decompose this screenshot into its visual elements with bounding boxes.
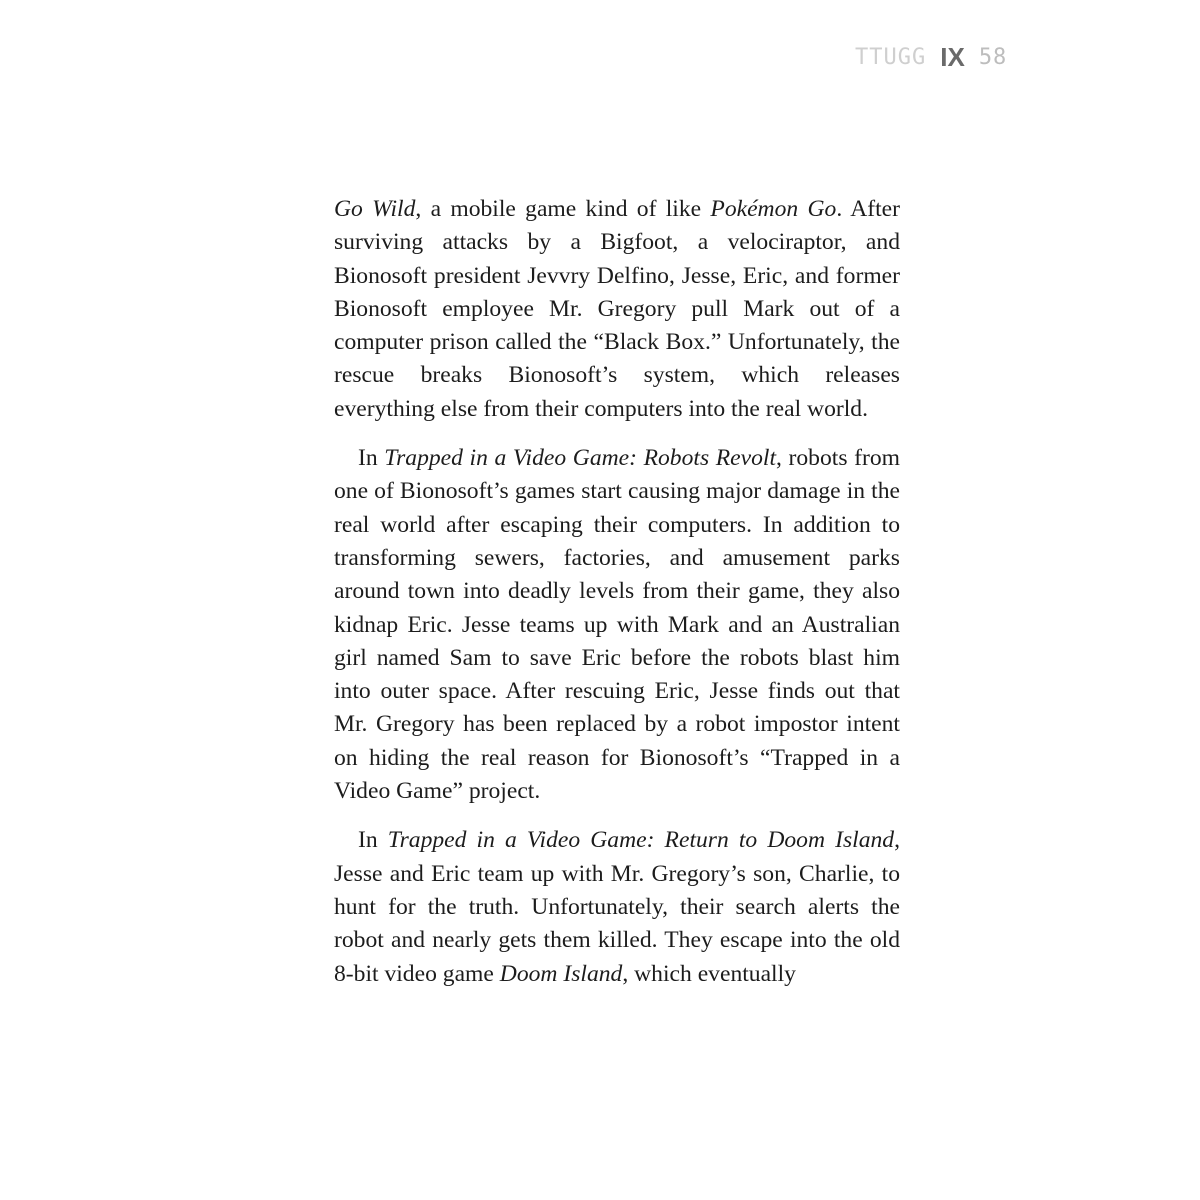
page-number: 58 xyxy=(978,44,1008,70)
paragraph-text: , which eventually xyxy=(622,960,796,987)
paragraph-3 xyxy=(334,824,900,990)
game-title-italic: Pokémon Go xyxy=(710,196,837,222)
book-title-italic: Trapped in a Video Game: Robots Revolt xyxy=(384,445,777,472)
running-head-title: TTUGG xyxy=(855,44,927,70)
paragraph-1 xyxy=(334,193,900,426)
running-head xyxy=(855,40,1008,74)
book-title-italic: Go Wild xyxy=(334,196,416,222)
paragraph-text: , robots from one of Bionosoft’s games start causing major damage in the real world after escaping their computers. In addition to transforming sewers, factories, and amusement parks around town into deadly levels from their game, they also kidnap Eric. Jesse teams up with Mark and an Australian girl named Sam to save Eric before the robots blast him into outer space. After rescuing Eric, Jesse finds out that Mr. Gregory has been replaced by a robot impostor intent on hiding the real reason for Bionosoft’s “Trapped in a Video Game” project. xyxy=(334,445,900,805)
running-head-roman-numeral: IX xyxy=(940,41,965,72)
game-title-italic: Doom Island xyxy=(499,960,623,987)
paragraph-text: In xyxy=(358,445,385,472)
paragraph-text: In xyxy=(358,827,388,854)
paragraph-2 xyxy=(334,442,900,808)
book-title-italic: Trapped in a Video Game: Return to Doom Island xyxy=(387,827,895,854)
paragraph-text: . After surviving attacks by a Bigfoot, a velociraptor, and Bionosoft president Jevvry Delfino, Jesse, Eric, and former Bionosoft employee Mr. Gregory pull Mark out of a computer prison called the “Black Box.” Unfortunately, the rescue breaks Bionosoft’s system, which releases everything else from their computers into the real world. xyxy=(334,196,900,422)
paragraph-text: , Jesse and Eric team up with Mr. Gregory’s son, Charlie, to hunt for the truth. Unfortunately, their search alerts the robot and nearly gets them killed. They escape into the old 8-bit video game xyxy=(334,827,900,987)
paragraph-text: , a mobile game kind of like xyxy=(415,196,711,222)
body-text xyxy=(334,193,900,991)
